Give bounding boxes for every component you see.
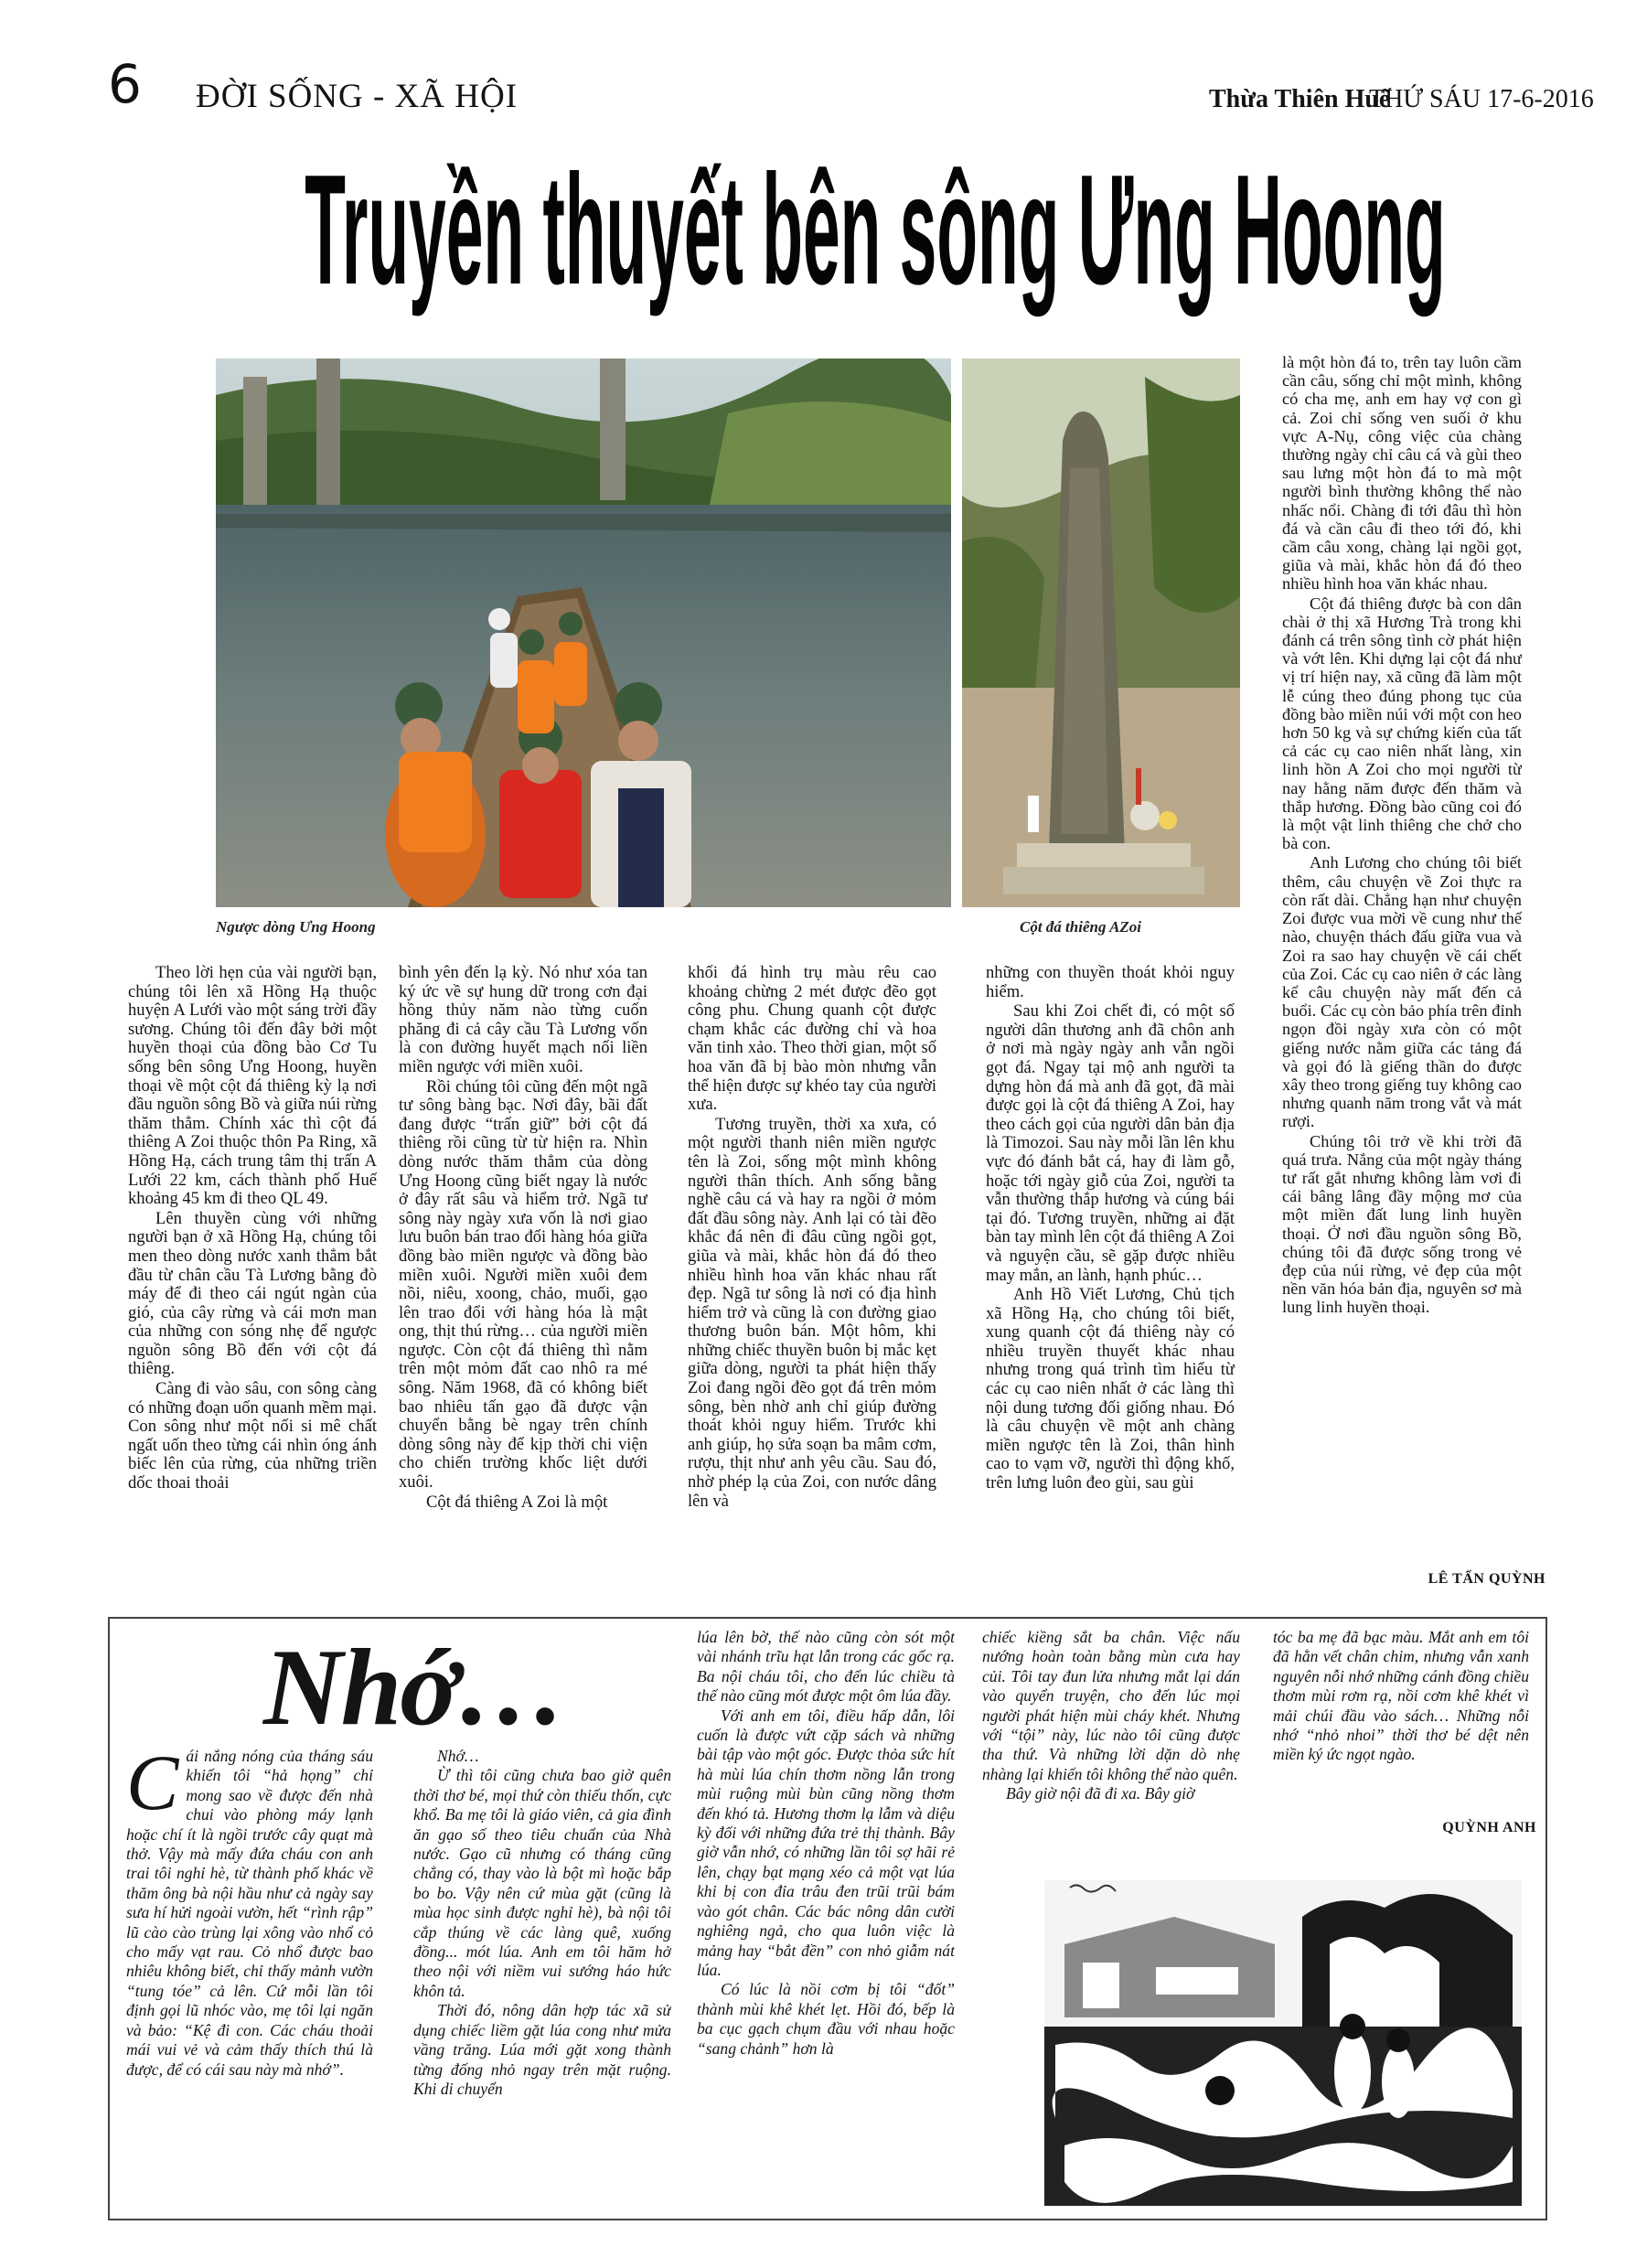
- boat-photo: [216, 358, 951, 907]
- article-paragraph: Cột đá thiêng A Zoi là một: [426, 1492, 608, 1512]
- article-paragraph: Cột đá thiêng được bà con dân chài ở thị xã Hương Trà trong khi đánh cá trên sông tình cờ phát hiện và vớt lên. Khi dựng lại cột đá như vị trí hiện nay, xã cũng đã làm một lễ cúng theo đúng phong tục của đồng bào miền núi với một con heo hơn 50 kg và sự chứng kiến của tất cả các cụ cao niên nhất làng, xin linh hồn A Zoi cho mọi người từ nay hằng năm được đến thăm và thắp hương. Đồng bào cũng coi đó là một vật linh thiêng che chở cho bà con.: [1282, 594, 1522, 853]
- sidebar-paragraph: chiếc kiềng sắt ba chân. Việc nấu nướng hoàn toàn bằng mùn cưa hay củi. Tôi tay đun lửa nhưng mắt lại dán vào quyển truyện, cho đến lúc mọi người phát hiện mùi cháy khét. Nhưng với “tội” này, lúc nào tôi cũng được tha thứ. Và những lời dặn dò nhẹ nhàng lại khiến tôi không thể nào quên.: [982, 1628, 1240, 1783]
- article-paragraph: Lên thuyền cùng với những người bạn ở xã Hồng Hạ, chúng tôi men theo dòng nước xanh thẳm bắt đầu từ chân cầu Tà Lương bằng đò máy để đi theo cái ngút ngàn của gió, của cây rừng và cái mơn man của những con sóng nhẹ để ngược nguồn sông Bồ đến với cột đá thiêng.: [128, 1208, 377, 1379]
- boat-photo-caption: Ngược dòng Ưng Hoong: [216, 918, 376, 936]
- article-paragraph: là một hòn đá to, trên tay luôn cầm cần câu, sống chỉ một mình, không có cha mẹ, anh em hay vợ con gì cả. Zoi chỉ sống ven suối ở khu vực A-Nụ, công việc của chàng thường ngày chỉ câu cá và gùi theo sau lưng một hòn đá to mà một người bình thường không thể nào nhấc nổi. Chàng đi tới đâu thì hòn đá và cần câu đi theo tới đó, khi cầm câu xong, chàng lại ngồi gọt, giũa và mài, khắc hòn đá đó theo nhiều hình hoa văn khác nhau.: [1282, 353, 1522, 594]
- article-paragraph: Anh Lương cho chúng tôi biết thêm, câu chuyện về Zoi thực ra còn rất dài. Chẳng hạn như chuyện Zoi được vua mời về cung như thế nào, chuyện thách đấu giữa vua và Zoi ra sao hay chuyện về cái chết của Zoi. Các cụ cao niên ở các làng kể câu chuyện này mất đến cả buổi. Các cụ còn bảo phía trên đỉnh ngọn đồi ngày xưa còn có một giếng nước nằm giữa các tảng đá và gọi đó là giếng thần do được xây theo trong giếng tuy không cao nhưng quanh năm trong vắt và mát rượi.: [1282, 853, 1522, 1131]
- article-column-4: [986, 964, 1235, 1597]
- dropcap-letter: C: [126, 1747, 179, 1826]
- page-number: 6: [108, 53, 142, 115]
- article-paragraph: Theo lời hẹn của vài người bạn, chúng tôi lên xã Hồng Hạ thuộc huyện A Lưới vào một sáng trời đầy sương. Chúng tôi đến đây bởi một huyền thoại của đồng bào Cơ Tu sống bên sông Ưng Hoong, huyền thoại về một cột đá thiêng kỳ lạ nơi đầu nguồn sông Bồ và giữa núi rừng thăm thẳm. Chính xác thì cột đá thiêng A Zoi thuộc thôn Pa Ring, xã Hồng Hạ, cách trung tâm thị trấn A Lưới 22 km, cách thành phố Huế khoảng 45 km đi theo QL 49.: [128, 964, 377, 1209]
- article-column-3: [688, 964, 936, 1597]
- article-column-1: [128, 964, 377, 1597]
- sidebar-paragraph: ái nắng nóng của tháng sáu khiến tôi “hả họng” chỉ mong sao về được đến nhà chui vào phòng máy lạnh hoặc chí ít là ngồi trước cây quạt mà thở. Vậy mà mấy đứa cháu con anh trai tôi nghỉ hè, từ thành phố khác về thăm ông bà nội hầu như cả ngày say sưa hí hửi ngoài vườn, hết “rình rập” lũ cào cào trùng lại xông vào nhổ cỏ cho mấy vạt rau. Cỏ nhổ được bao nhiêu không biết, chỉ thấy mảnh vườn “tung tóe” cả lên. Cứ mỗi lần tôi định gọi lũ nhóc vào, mẹ tôi lại ngăn và bảo: “Kệ đi con. Các cháu thoải mái vui vẻ và cảm thấy thích thú là được, để có cái sau này mà nhớ”.: [126, 1747, 373, 2079]
- article-paragraph: Càng đi vào sâu, con sông càng có những đoạn uốn quanh mềm mại. Con sông như một nối si mê chất ngất uốn theo từng cái nhìn óng ánh biếc lên của rừng, của những triền dốc thoai thoải: [128, 1379, 377, 1493]
- illustration: [1037, 1880, 1522, 2206]
- article-paragraph: những con thuyền thoát khỏi nguy hiểm.: [986, 964, 1235, 1001]
- article-paragraph: bình yên đến lạ kỳ. Nó như xóa tan ký ức về sự hung dữ trong cơn đại hồng thủy năm nào từng cuốn phăng đi cả cây cầu Tà Lương vốn là con đường huyết mạch nối liền miền ngược với miền xuôi.: [399, 964, 647, 1076]
- sidebar-column-4: [982, 1628, 1240, 1866]
- sidebar-column-1: [126, 1747, 373, 2204]
- stone-pillar-photo: [962, 358, 1240, 907]
- sidebar-paragraph: tóc ba mẹ đã bạc màu. Mắt anh em tôi đã hằn vết chân chim, nhưng vẫn xanh nguyên nỗi nhớ những cánh đồng chiều thơm mùi rơm rạ, nồi cơm khê khét vì mải chúi đầu vào sách… Những nỗi nhớ “nhỏ nhoi” thời thơ bé dệt nên miền ký ức ngọt ngào.: [1273, 1628, 1529, 1764]
- article-paragraph: Chúng tôi trở về khi trời đã quá trưa. Nắng của một ngày tháng tư rất gắt nhưng không làm vơi đi cái bâng lâng đầy mộng mơ của một miền đất lung linh huyền thoại. Ở nơi đầu nguồn sông Bồ, chúng tôi đã được sống trong vẻ đẹp của núi rừng, vẻ đẹp của một nền văn hóa bản địa, nguyên sơ mà lung linh huyền thoại.: [1282, 1131, 1522, 1317]
- article-byline: LÊ TẤN QUỲNH: [1428, 1571, 1545, 1587]
- issue-date: THỨ SÁU 17-6-2016: [1369, 85, 1594, 113]
- section-title: ĐỜI SỐNG - XÃ HỘI: [196, 78, 519, 115]
- sidebar-paragraph: Có lúc là nồi cơm bị tôi “đốt” thành mùi khê khét lẹt. Hồi đó, bếp là ba cục gạch chụm đầu với nhau hoặc “sang chảnh” hơn là: [697, 1980, 955, 2058]
- sidebar-paragraph: Thời đó, nông dân hợp tác xã sử dụng chiếc liềm gặt lúa cong như mửa vầng trăng. Lúa mới gặt xong thành từng đống nhỏ ngay trên mặt ruộng. Khi di chuyển: [413, 2001, 671, 2098]
- sidebar-paragraph: Với anh em tôi, điều hấp dẫn, lôi cuốn là được vứt cặp sách và những bài tập vào một góc. Được thỏa sức hít hà mùi lúa chín thơm nồng lẫn trong mùi ruộng mùi bùn cũng nồng thơm đến khó tả. Hương thơm lạ lẫm và diệu kỳ đối với những đứa trẻ thị thành. Bây giờ vẫn nhớ, có những lần tôi sợ hãi rẻ lên, chạy bạt mạng xéo cả một vạt lúa khi bị con đỉa trâu đen trũi trũi bám vào gót chân. Các bác nông dân cười nghiêng ngả, cho qua luôn việc là mảng hay “bắt đền” con nhỏ giẫm nát lúa.: [697, 1706, 955, 1979]
- article-paragraph: Anh Hồ Viết Lương, Chủ tịch xã Hồng Hạ, cho chúng tôi biết, xung quanh cột đá thiêng này có nhiều truyền thuyết khác nhau nhưng trong quá trình tìm hiểu từ các cụ cao niên nhất ở các làng thì nội dung tương đối giống nhau. Đó là câu chuyện về một anh chàng miền ngược tên là Zoi, thân hình cao to vạm vỡ, người thì động khố, trên lưng luôn đeo gùi, sau gùi: [986, 1285, 1235, 1493]
- article-column-5: [1282, 353, 1522, 1564]
- sidebar-byline: QUỲNH ANH: [1442, 1820, 1536, 1835]
- sidebar-column-5: [1273, 1628, 1529, 1811]
- sidebar-paragraph: Ừ thì tôi cũng chưa bao giờ quên thời thơ bé, mọi thứ còn thiếu thốn, cực khổ. Ba mẹ tôi là giáo viên, cả gia đình ăn gạo số theo tiêu chuẩn của Nhà nước. Gạo cũ nhưng có tháng cũng chẳng có, thay vào là bột mì hoặc bắp bo bo. Vậy nên cứ mùa gặt (cũng là mùa học sinh được nghỉ hè), bà nội tôi cắp thúng về các làng quê, xuống đồng... mót lúa. Anh em tôi hăm hở theo nội với niềm vui sướng háo hức khôn tả.: [413, 1766, 671, 2000]
- sidebar-paragraph: Bây giờ nội đã đi xa. Bây giờ: [1006, 1784, 1195, 1803]
- sidebar-column-2: [413, 1747, 671, 2204]
- article-paragraph: Tương truyền, thời xa xưa, có một người thanh niên miền ngược tên là Zoi, sống một mình không người thân thích. Anh sống bằng nghề câu cá và hay ra ngồi ở mỏm đất đầu sông này. Anh lại có tài đẽo khắc đá nên đi đâu cũng ngồi gọt, giũa và mài, khắc hòn đá đó theo nhiều hình hoa văn khác nhau rất đẹp. Ngã tư sông là nơi có địa hình hiểm trở và cũng là con đường giao thương buôn bán. Một hôm, khi những chiếc thuyền buôn bị mắc kẹt giữa dòng, người ta phát hiện thấy Zoi đang ngồi đẽo gọt đá trên mỏm sông, bèn nhờ anh chỉ giúp đường thoát khỏi nguy hiểm. Trước khi anh giúp, họ sửa soạn ba mâm cơm, rượu, thịt như anh yêu cầu. Sau đó, nhờ phép lạ của Zoi, con nước dâng lên và: [688, 1114, 936, 1511]
- article-paragraph: Rồi chúng tôi cũng đến một ngã tư sông bàng bạc. Nơi đây, bãi đất đang được “trấn giữ” bởi cột đá thiêng rồi cũng từ từ hiện ra. Nhìn dòng nước thăm thẳm của dòng Ưng Hoong cũng biết ngay là nước ở đây rất sâu và hiểm trở. Ngã tư sông này ngày xưa vốn là nơi giao lưu buôn bán trao đổi hàng hóa giữa đồng bào miền ngược và đồng bào miền xuôi. Người miền xuôi đem nồi, niêu, xoong, chảo, muối, gạo lên trao đổi với hàng hóa là mật ong, thịt thú rừng… của người miền ngược. Còn cột đá thiêng thì nằm trên một mỏm đất cao nhô ra mé sông. Năm 1968, đã có không biết bao nhiêu tấn gạo đã được vận chuyển bằng bè ngay trên chính dòng sông này để kịp thời chi viện cho chiến trường khốc liệt dưới xuôi.: [399, 1076, 647, 1492]
- article-paragraph: khối đá hình trụ màu rêu cao khoảng chừng 2 mét được đẽo gọt công phu. Chung quanh cột được chạm khắc các đường chỉ và hoa văn tinh xảo. Theo thời gian, một số hoa văn đã bị bào mòn nhưng vẫn thể hiện được sự khéo tay của người xưa.: [688, 964, 936, 1115]
- article-column-2: [399, 964, 647, 1597]
- sidebar-title: Nhớ…: [263, 1626, 565, 1748]
- headline: Truyền thuyết bên sông Ưng Hoong: [305, 143, 1446, 318]
- sidebar-paragraph: lúa lên bờ, thế nào cũng còn sót một vài nhánh trĩu hạt lẫn trong các gốc rạ. Ba nội cháu tôi, cho đến lúc chiều tà thế nào cũng mót được một ôm lúa đầy.: [697, 1628, 955, 1706]
- sidebar-paragraph: Nhớ…: [437, 1747, 479, 1765]
- newspaper-name: Thừa Thiên Huế: [1209, 85, 1391, 113]
- sidebar-column-3: [697, 1628, 955, 2204]
- stone-pillar-caption: Cột đá thiêng AZoi: [1020, 918, 1142, 936]
- article-paragraph: Sau khi Zoi chết đi, có một số người dân thương anh đã chôn anh ở nơi mà ngày ngày anh vẫn ngồi gọt đá. Ngay tại mộ anh người ta dựng hòn đá mà anh đã gọt, đã mài được gọi là cột đá thiêng A Zoi, hay theo cách gọi của người dân bản địa là Timozoi. Sau này mỗi lần lên khu vực đó đánh bắt cá, hay đi làm gỗ, hoặc tới ngày giỗ của Zoi, người ta vẫn thường thắp hương và cúng bái tại đó. Tương truyền, những ai đặt bàn tay mình lên cột đá thiêng A Zoi và nguyện cầu, sẽ gặp được nhiều may mắn, an lành, hạnh phúc…: [986, 1001, 1235, 1285]
